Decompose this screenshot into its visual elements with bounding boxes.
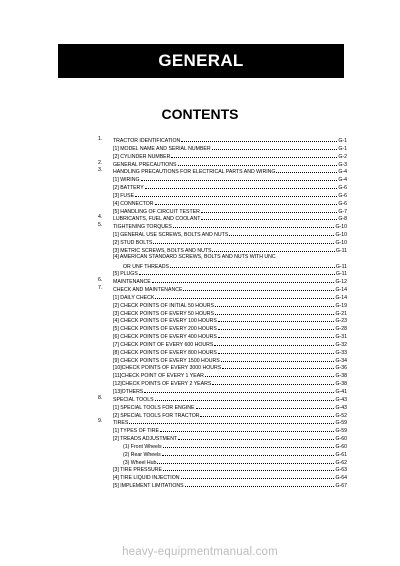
toc-entry-page: G-67 <box>335 483 347 490</box>
toc-entry-title: [1] WIRING <box>113 177 140 184</box>
toc-entry-page: G-4 <box>338 169 347 176</box>
toc-entry-title: [2] CYLINDER NUMBER <box>113 153 171 160</box>
toc-leader-dots <box>181 136 337 142</box>
toc-leader-dots <box>173 222 335 228</box>
toc-entry[interactable] <box>98 356 347 364</box>
toc-entry[interactable] <box>98 160 347 168</box>
toc-entry-page: G-1 <box>338 138 347 144</box>
toc-entry-title: [1] DAILY CHECK <box>113 294 155 301</box>
toc-leader-dots <box>276 167 337 173</box>
toc-leader-dots <box>183 285 334 291</box>
toc-entry-number: 6. <box>98 277 103 284</box>
toc-entry-page: G-43 <box>335 404 347 411</box>
toc-entry-title: MAINTENANCE <box>113 279 151 286</box>
toc-leader-dots <box>196 403 335 409</box>
toc-entry-title: [2] STUD BOLTS <box>113 239 153 246</box>
toc-entry-title: [13]OTHERS <box>113 389 144 395</box>
toc-entry-page: G-61 <box>335 451 347 458</box>
toc-leader-dots <box>162 450 335 456</box>
toc-entry-title: [8] CHECK POINTS OF EVERY 800 HOURS <box>113 349 217 356</box>
toc-entry[interactable] <box>98 418 347 426</box>
toc-leader-dots <box>212 144 338 150</box>
toc-entry[interactable] <box>98 309 347 317</box>
toc-leader-dots <box>153 238 334 244</box>
toc-leader-dots <box>178 160 338 166</box>
toc-entry-page: G-38 <box>335 373 347 380</box>
toc-entry[interactable] <box>98 254 347 262</box>
toc-entry-title: [5] HANDLING OF CIRCUIT TESTER <box>113 208 200 215</box>
toc-entry[interactable] <box>98 450 347 458</box>
toc-entry-page: G-64 <box>335 475 347 482</box>
toc-entry[interactable] <box>98 458 347 466</box>
toc-entry[interactable] <box>98 230 347 238</box>
toc-entry-page: G-10 <box>335 224 347 231</box>
toc-entry-title: [10]CHECK POINTS OF EVERY 3000 HOURS <box>113 365 222 372</box>
toc-entry-title: GENERAL PRECAUTIONS <box>113 161 177 168</box>
toc-entry[interactable] <box>98 403 347 411</box>
toc-entry-page: G-38 <box>335 381 347 388</box>
toc-entry-number: 1. <box>98 136 103 142</box>
toc-entry-page: G-11 <box>335 263 347 270</box>
toc-entry-page: G-6 <box>338 185 347 192</box>
toc-entry-title: [5] PLUGS <box>113 271 138 278</box>
toc-entry-title: (2) Rear Wheels <box>123 451 161 458</box>
toc-leader-dots <box>178 434 334 440</box>
toc-entry-title: [1] TYPES OF TIRE <box>113 428 159 435</box>
toc-entry[interactable] <box>98 387 347 395</box>
toc-entry-title: [12]CHECK POINTS OF EVERY 2 YEARS <box>113 381 212 388</box>
toc-entry-title: [6] CHECK POINTS OF EVERY 400 HOURS <box>113 334 217 341</box>
toc-entry-page: G-23 <box>335 318 347 325</box>
toc-entry-page: G-34 <box>335 357 347 364</box>
toc-leader-dots <box>185 481 335 487</box>
toc-entry-page: G-32 <box>335 341 347 348</box>
toc-entry-title: [5] CHECK POINTS OF EVERY 200 HOURS <box>113 326 217 333</box>
toc-entry[interactable] <box>98 340 347 348</box>
toc-entry-page: G-11 <box>335 271 347 278</box>
toc-entry-page: G-41 <box>335 389 347 395</box>
toc-leader-dots <box>218 324 335 330</box>
toc-entry[interactable] <box>98 246 347 254</box>
toc-entry-title: LUBRICANTS, FUEL AND COOLANT <box>113 216 201 223</box>
toc-entry-title: TIGHTENING TORQUES <box>113 224 172 231</box>
toc-entry-page: G-12 <box>335 279 347 286</box>
toc-leader-dots <box>212 379 334 385</box>
toc-entry-page: G-52 <box>335 412 347 419</box>
toc-entry-title: [9] CHECK POINTS OF EVERY 1500 HOURS <box>113 357 220 364</box>
toc-entry-number: 8. <box>98 394 103 401</box>
toc-entry[interactable] <box>98 426 347 434</box>
toc-entry-title: CHECK AND MAINTENANCE <box>113 287 183 294</box>
toc-entry[interactable] <box>98 442 347 450</box>
toc-entry-number: 5. <box>98 222 103 229</box>
toc-leader-dots <box>181 473 335 479</box>
toc-leader-dots <box>170 262 335 268</box>
toc-entry[interactable] <box>98 167 347 175</box>
toc-leader-dots <box>171 152 337 158</box>
toc-entry-title: [2] TREADS ADJUSTMENT <box>113 436 178 443</box>
toc-entry-page: G-11 <box>335 247 347 254</box>
toc-entry[interactable] <box>98 379 347 387</box>
toc-entry-page: G-14 <box>335 294 347 301</box>
toc-leader-dots <box>218 348 335 354</box>
toc-entry[interactable] <box>98 144 347 152</box>
toc-entry-page: G-43 <box>335 396 347 403</box>
toc-leader-dots <box>155 293 334 299</box>
toc-entry-title: [2] SPECIAL TOOLS FOR TRACTOR <box>113 412 200 419</box>
toc-entry[interactable] <box>98 191 347 199</box>
toc-entry[interactable] <box>98 136 347 144</box>
toc-entry-title: [4] AMERICAN STANDARD SCREWS, BOLTS AND NUTS WITH UNC <box>113 253 276 260</box>
toc-leader-dots <box>201 207 337 213</box>
toc-entry[interactable] <box>98 199 347 207</box>
toc-entry[interactable] <box>98 262 347 270</box>
toc-entry[interactable] <box>98 183 347 191</box>
toc-entry-title: [4] CONNECTOR <box>113 200 154 207</box>
toc-leader-dots <box>201 214 337 220</box>
toc-entry-number: 2. <box>98 159 103 166</box>
toc-entry-page: G-10 <box>335 239 347 246</box>
toc-leader-dots <box>221 356 335 362</box>
toc-leader-dots <box>215 301 334 307</box>
toc-entry-title: TRACTOR IDENTIFICATION <box>113 138 181 144</box>
toc-entry-page: G-6 <box>338 192 347 199</box>
toc-entry[interactable] <box>98 238 347 246</box>
toc-entry-page: G-60 <box>335 443 347 450</box>
toc-entry[interactable] <box>98 301 347 309</box>
toc-entry-title: [4] TIRE LIQUID INJECTION <box>113 475 180 482</box>
toc-leader-dots <box>157 458 334 464</box>
toc-leader-dots <box>218 332 335 338</box>
toc-entry[interactable] <box>98 152 347 160</box>
toc-entry-page: G-21 <box>335 310 347 317</box>
toc-entry[interactable] <box>98 316 347 324</box>
toc-entry-number: 9. <box>98 418 103 425</box>
toc-leader-dots <box>200 411 334 417</box>
toc-entry-title: [7] CHECK POINT OF EVERY 600 HOURS <box>113 341 214 348</box>
toc-leader-dots <box>155 395 335 401</box>
contents-heading: CONTENTS <box>161 106 239 122</box>
toc-leader-dots <box>229 230 334 236</box>
toc-entry-title: (1) Front Wheels <box>123 443 162 450</box>
toc-leader-dots <box>212 246 334 252</box>
toc-entry[interactable] <box>98 363 347 371</box>
toc-entry-title: [11]CHECK POINT OF EVERY 1 YEAR <box>113 373 204 380</box>
section-banner <box>58 44 344 78</box>
toc-entry-page: G-31 <box>335 334 347 341</box>
toc-leader-dots <box>145 183 338 189</box>
toc-leader-dots <box>139 269 335 275</box>
toc-entry-title: [3] FUSE <box>113 192 135 199</box>
toc-leader-dots <box>135 191 337 197</box>
toc-entry-page: G-19 <box>335 302 347 309</box>
toc-leader-dots <box>129 418 334 424</box>
toc-entry[interactable] <box>98 411 347 419</box>
toc-entry-title: TIRES <box>113 420 129 427</box>
toc-entry-title: SPECIAL TOOLS <box>113 396 154 403</box>
toc-entry-title: [1] MODEL NAME AND SERIAL NUMBER <box>113 145 211 152</box>
toc-entry-number: 3. <box>98 167 103 174</box>
toc-entry[interactable] <box>98 332 347 340</box>
watermark: heavy-equipmentmanual.com <box>122 546 278 558</box>
toc-leader-dots <box>214 340 334 346</box>
toc-entry-page: G-4 <box>338 177 347 184</box>
toc-entry[interactable] <box>98 324 347 332</box>
section-title: GENERAL <box>158 51 244 70</box>
toc-entry[interactable] <box>98 285 347 293</box>
toc-entry-page: G-28 <box>335 326 347 333</box>
toc-entry[interactable] <box>98 481 347 489</box>
toc-entry-page: G-7 <box>338 208 347 215</box>
toc-leader-dots <box>222 363 334 369</box>
toc-entry-page: G-59 <box>335 428 347 435</box>
toc-leader-dots <box>144 387 334 393</box>
toc-entry[interactable] <box>98 293 347 301</box>
toc-entry[interactable] <box>98 277 347 285</box>
toc-entry[interactable] <box>98 222 347 230</box>
toc-entry-page: G-6 <box>338 200 347 207</box>
toc-entry[interactable] <box>98 348 347 356</box>
toc-entry[interactable] <box>98 269 347 277</box>
toc-leader-dots <box>141 175 338 181</box>
toc-entry-page: G-59 <box>335 420 347 427</box>
toc-entry-title: [5] IMPLEMENT LIMITATIONS <box>113 483 184 490</box>
toc-entry-title: [4] CHECK POINTS OF EVERY 100 HOURS <box>113 318 217 325</box>
toc-entry-title: [2] BATTERY <box>113 185 144 192</box>
toc-entry[interactable] <box>98 434 347 442</box>
toc-entry-title: [3] METRIC SCREWS, BOLTS AND NUTS <box>113 247 212 254</box>
toc-entry-number: 7. <box>98 285 103 292</box>
toc-entry-number: 4. <box>98 214 103 221</box>
toc-entry[interactable] <box>98 214 347 222</box>
toc-leader-dots <box>160 426 335 432</box>
toc-entry-title: [2] CHECK POINTS OF INITIAL 50 HOURS <box>113 302 214 309</box>
toc-leader-dots <box>205 371 335 377</box>
toc-entry[interactable] <box>98 371 347 379</box>
toc-entry-page: G-60 <box>335 436 347 443</box>
toc-entry-page: G-14 <box>335 287 347 294</box>
toc-entry-title: [1] GENERAL USE SCREWS, BOLTS AND NUTS <box>113 232 229 239</box>
toc-entry-page: G-33 <box>335 349 347 356</box>
toc-entry-title: [3] CHECK POINTS OF EVERY 50 HOURS <box>113 310 214 317</box>
toc-entry-page: G-36 <box>335 365 347 372</box>
toc-entry[interactable] <box>98 395 347 403</box>
toc-entry-title: OR UNF THREADS <box>123 263 170 270</box>
toc-entry-page: G-10 <box>335 232 347 239</box>
toc-leader-dots <box>218 316 335 322</box>
toc-entry[interactable] <box>98 473 347 481</box>
table-of-contents <box>98 136 347 489</box>
toc-entry-page: G-62 <box>335 459 347 466</box>
toc-entry-page: G-3 <box>338 161 347 168</box>
toc-leader-dots <box>155 199 338 205</box>
toc-entry[interactable] <box>98 175 347 183</box>
toc-entry[interactable] <box>98 465 347 473</box>
toc-leader-dots <box>163 465 335 471</box>
toc-entry-title: (3) Wheel Hub <box>123 459 157 466</box>
toc-entry-page: G-8 <box>338 216 347 223</box>
toc-entry-page: G-63 <box>335 467 347 474</box>
toc-leader-dots <box>215 309 334 315</box>
toc-entry-title: [1] SPECIAL TOOLS FOR ENGINE <box>113 404 195 411</box>
toc-entry-title: [3] TIRE PRESSURE <box>113 467 162 474</box>
toc-entry-title: HANDLING PRECAUTIONS FOR ELECTRICAL PARTS AND WIRING <box>113 169 276 176</box>
toc-entry-page: G-1 <box>338 145 347 152</box>
toc-leader-dots <box>152 277 335 283</box>
toc-entry[interactable] <box>98 207 347 215</box>
toc-leader-dots <box>163 442 335 448</box>
toc-entry-page: G-2 <box>338 153 347 160</box>
